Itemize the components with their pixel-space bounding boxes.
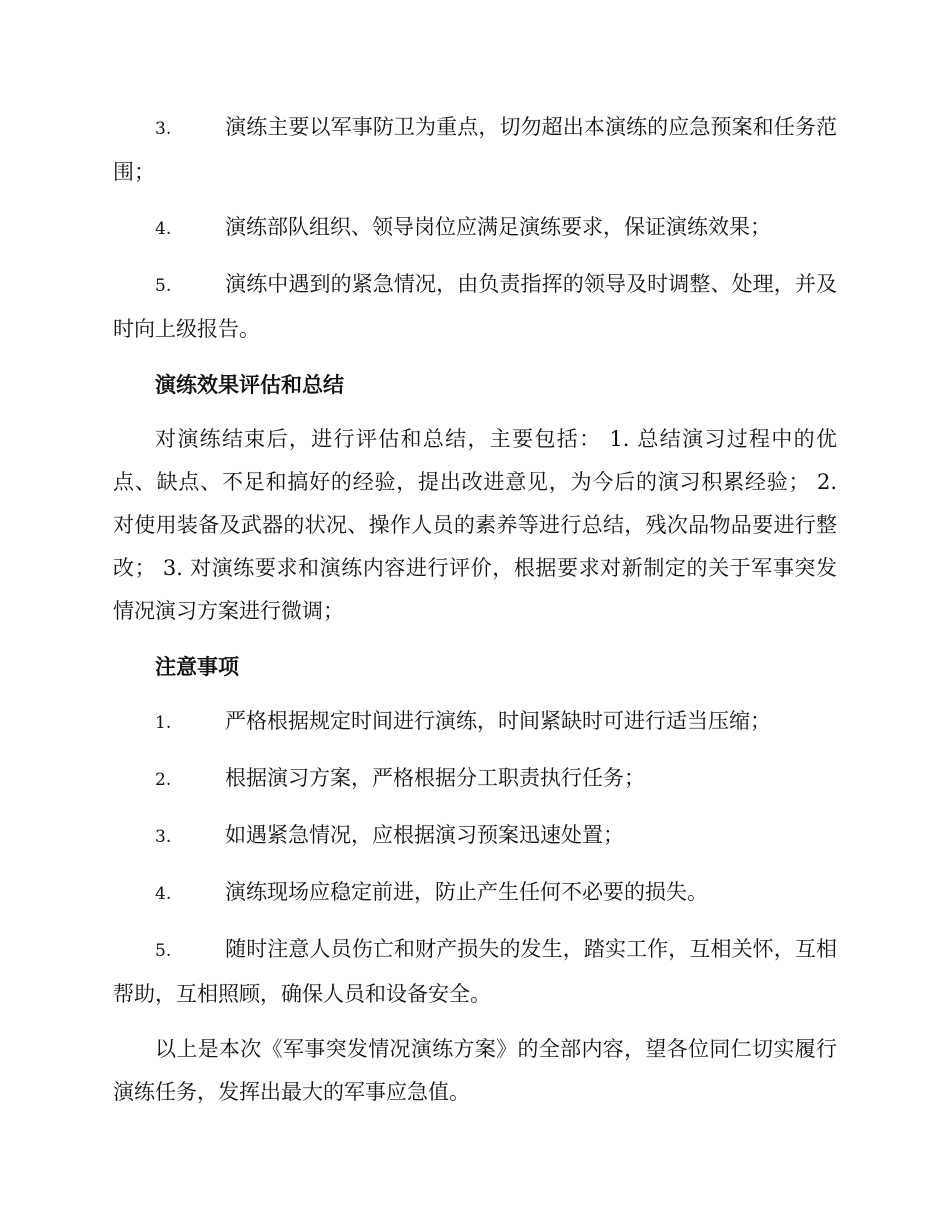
list-text: 严格根据规定时间进行演练，时间紧缺时可进行适当压缩； [225, 709, 771, 733]
requirement-item-4 [113, 206, 837, 251]
note-item-3 [113, 814, 837, 859]
note-item-1 [113, 700, 837, 745]
list-number: 5. [155, 941, 172, 961]
note-item-2 [113, 757, 837, 802]
notes-heading: 注意事项 [155, 654, 239, 679]
list-number: 3. [155, 119, 172, 139]
requirement-item-5 [113, 263, 837, 351]
list-number: 4. [155, 884, 172, 904]
list-text: 随时注意人员伤亡和财产损失的发生，踏实工作，互相关怀，互相帮助，互相照顾，确保人员和设备安全。 [113, 937, 837, 1006]
note-item-4 [113, 871, 837, 916]
list-number: 1. [155, 713, 172, 733]
document-page [113, 106, 837, 1126]
list-text: 根据演习方案，严格根据分工职责执行任务； [225, 766, 645, 790]
note-item-5 [113, 928, 837, 1016]
list-text: 演练主要以军事防卫为重点，切勿超出本演练的应急预案和任务范围； [113, 115, 837, 184]
list-text: 演练现场应稳定前进，防止产生任何不必要的损失。 [225, 880, 708, 904]
list-text: 演练中遇到的紧急情况，由负责指挥的领导及时调整、处理，并及时向上级报告。 [113, 272, 837, 341]
list-number: 3. [155, 827, 172, 847]
conclusion-paragraph: 以上是本次《军事突发情况演练方案》的全部内容，望各位同仁切实履行演练任务，发挥出最大的军事应急值。 [113, 1037, 837, 1104]
list-number: 4. [155, 219, 172, 239]
list-number: 2. [155, 770, 172, 790]
requirement-item-3 [113, 106, 837, 194]
list-text: 如遇紧急情况，应根据演习预案迅速处置； [225, 823, 624, 847]
list-number: 5. [155, 276, 172, 296]
list-text: 演练部队组织、领导岗位应满足演练要求，保证演练效果； [225, 215, 771, 239]
evaluation-heading: 演练效果评估和总结 [155, 372, 344, 397]
evaluation-body: 对演练结束后，进行评估和总结，主要包括： 1. 总结演习过程中的优点、缺点、不足和搞好的经验，提出改进意见，为今后的演习积累经验； 2. 对使用装备及武器的状况、操作人员的素养等进行总结，残次品物品要进行整改； 3. 对演练要求和演练内容进行评价，根据要求对新制定的关于军事突发情况演习方案进行微调； [113, 427, 837, 623]
